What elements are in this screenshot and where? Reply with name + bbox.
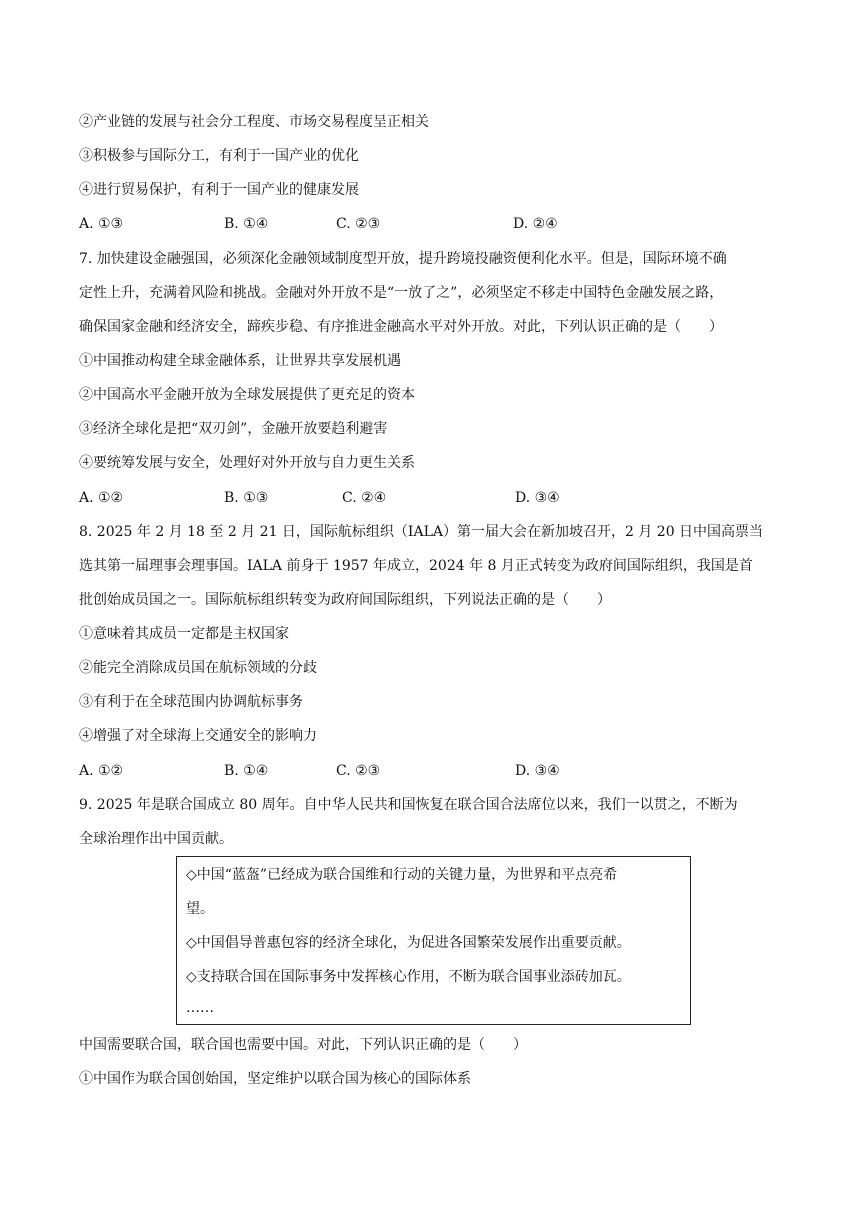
q8-stem-line-1: 8. 2025 年 2 月 18 至 2 月 21 日，国际航标组织（IALA）第一届大会在新加坡召开，2 月 20 日中国高票当	[79, 524, 764, 540]
q6-option-c: C. ②③	[336, 216, 381, 232]
q8-option-d: D. ③④	[515, 763, 560, 779]
q9-box-line-1: ◇中国“蓝盔”已经成为联合国维和行动的关键力量，为世界和平点亮希	[186, 867, 618, 883]
q9-stem-line-1: 9. 2025 年是联合国成立 80 周年。自中华人民共和国恢复在联合国合法席位以来，我们一以贯之，不断为	[79, 797, 738, 813]
q7-stem-line-1: 7. 加快建设金融强国，必须深化金融领域制度型开放，提升跨境投融资便利化水平。但是，国际环境不确	[79, 251, 727, 267]
q6-item-2: ②产业链的发展与社会分工程度、市场交易程度呈正相关	[79, 114, 429, 130]
q6-option-a: A. ①③	[79, 216, 124, 232]
q6-option-d: D. ②④	[513, 216, 558, 232]
q6-option-b: B. ①④	[224, 216, 269, 232]
q9-box-line-4: ◇支持联合国在国际事务中发挥核心作用，不断为联合国事业添砖加瓦。	[186, 969, 631, 985]
q7-item-3: ③经济全球化是把“双刃剑”，金融开放要趋利避害	[79, 421, 388, 437]
q7-options	[79, 488, 799, 508]
q8-options	[79, 761, 799, 781]
q9-item-1: ①中国作为联合国创始国，坚定维护以联合国为核心的国际体系	[79, 1071, 471, 1087]
q8-stem-line-2: 选其第一届理事会理事国。IALA 前身于 1957 年成立，2024 年 8 月正式转变为政府间国际组织，我国是首	[79, 558, 753, 574]
q8-option-c: C. ②③	[336, 763, 381, 779]
q9-box-line-3: ◇中国倡导普惠包容的经济全球化，为促进各国繁荣发展作出重要贡献。	[186, 935, 631, 951]
q9-stem-line-2: 全球治理作出中国贡献。	[79, 831, 233, 847]
q8-item-3: ③有利于在全球范围内协调航标事务	[79, 694, 303, 710]
q7-option-b: B. ①③	[224, 490, 269, 506]
q7-item-2: ②中国高水平金融开放为全球发展提供了更充足的资本	[79, 387, 415, 403]
q7-option-c: C. ②④	[342, 490, 387, 506]
q8-option-a: A. ①②	[79, 763, 124, 779]
q7-stem-line-2: 定性上升，充满着风险和挑战。金融对外开放不是“一放了之”，必须坚定不移走中国特色金融发展之路，	[79, 285, 724, 301]
q8-stem-line-3: 批创始成员国之一。国际航标组织转变为政府间国际组织，下列说法正确的是（ ）	[79, 592, 611, 608]
q8-item-1: ①意味着其成员一定都是主权国家	[79, 626, 289, 642]
q7-stem-line-3: 确保国家金融和经济安全，蹄疾步稳、有序推进金融高水平对外开放。对此，下列认识正确的是（ ）	[79, 319, 723, 335]
q7-option-d: D. ③④	[515, 490, 560, 506]
q9-box-line-2: 望。	[186, 901, 214, 917]
q7-option-a: A. ①②	[79, 490, 124, 506]
q6-item-3: ③积极参与国际分工，有利于一国产业的优化	[79, 148, 359, 164]
q9-question: 中国需要联合国，联合国也需要中国。对此，下列认识正确的是（ ）	[79, 1037, 527, 1053]
q8-item-4: ④增强了对全球海上交通安全的影响力	[79, 728, 317, 744]
q9-box-ellipsis: ……	[186, 1000, 214, 1016]
q7-item-1: ①中国推动构建全球金融体系，让世界共享发展机遇	[79, 353, 401, 369]
q8-item-2: ②能完全消除成员国在航标领域的分歧	[79, 660, 317, 676]
q6-options	[79, 214, 799, 234]
q7-item-4: ④要统筹发展与安全，处理好对外开放与自力更生关系	[79, 455, 415, 471]
q9-material-box	[176, 856, 691, 1025]
q6-item-4: ④进行贸易保护，有利于一国产业的健康发展	[79, 182, 359, 198]
q8-option-b: B. ①④	[224, 763, 269, 779]
